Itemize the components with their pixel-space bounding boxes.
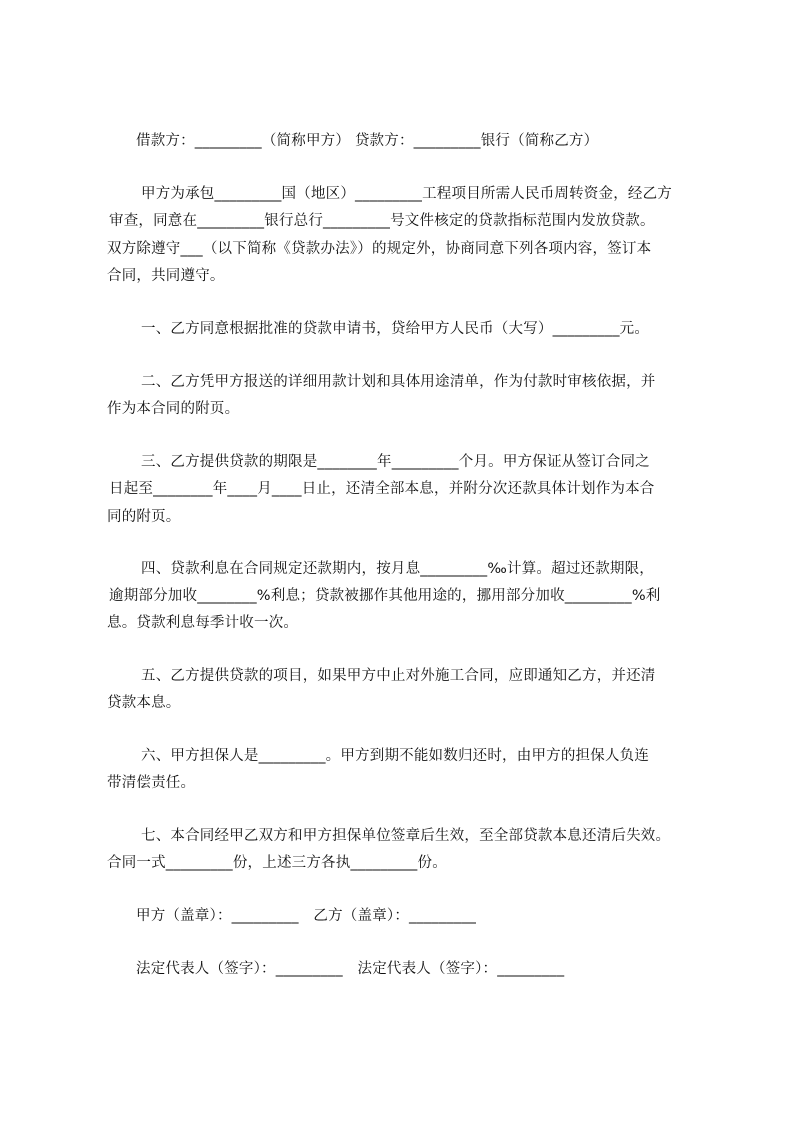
clause-3-line: 三、乙方提供贷款的期限是________年_________个月。甲方保证从签订合同之 [141, 454, 650, 470]
preamble-line: 甲方为承包_________国（地区）_________工程项目所需人民币周转资金，经乙方 [141, 186, 672, 202]
clause-4-line: 息。贷款利息每季计收一次。 [107, 615, 299, 631]
preamble-line: 合同，共同遵守。 [107, 268, 225, 284]
clause-6-line: 六、甲方担保人是_________。甲方到期不能如数归还时，由甲方的担保人负连 [141, 748, 650, 764]
seals-line: 甲方（盖章）：_________ 乙方（盖章）：_________ [136, 908, 477, 924]
clause-7-line: 七、本合同经甲乙双方和甲方担保单位签章后生效，至全部贷款本息还清后失效。 [141, 828, 671, 844]
clause-2-line: 作为本合同的附页。 [107, 401, 240, 417]
clause-5-line: 五、乙方提供贷款的项目，如果甲方中止对外施工合同，应即通知乙方，并还清 [141, 668, 656, 684]
clause-3-line: 同的附页。 [107, 509, 181, 525]
clause-7-line: 合同一式_________份，上述三方各执_________份。 [107, 855, 447, 871]
clause-1-line: 一、乙方同意根据批准的贷款申请书，贷给甲方人民币（大写）_________元。 [141, 321, 650, 337]
clause-4-line: 四、贷款利息在合同规定还款期内，按月息_________‰计算。超过还款期限， [141, 561, 655, 577]
clause-2-line: 二、乙方凭甲方报送的详细用款计划和具体用途清单，作为付款时审核依据，并 [141, 374, 656, 390]
clause-3-line: 日起至________年____月____日止，还清全部本息，并附分次还款具体计划作为本合 [109, 481, 655, 497]
signatures-line: 法定代表人（签字）：_________ 法定代表人（签字）：_________ [136, 961, 565, 977]
clause-5-line: 贷款本息。 [107, 695, 181, 711]
preamble-line: 双方除遵守___（以下简称《贷款办法》）的规定外，协商同意下列各项内容，签订本 [107, 241, 652, 257]
clause-4-line: 逾期部分加收________%利息；贷款被挪作其他用途的，挪用部分加收_________%利 [109, 588, 661, 604]
clause-6-line: 带清偿责任。 [107, 775, 196, 791]
preamble-line: 审查，同意在_________银行总行_________号文件核定的贷款指标范围内发放贷款。 [109, 213, 655, 229]
parties-line: 借款方：_________（简称甲方） 贷款方：_________银行（简称乙方） [136, 133, 599, 149]
